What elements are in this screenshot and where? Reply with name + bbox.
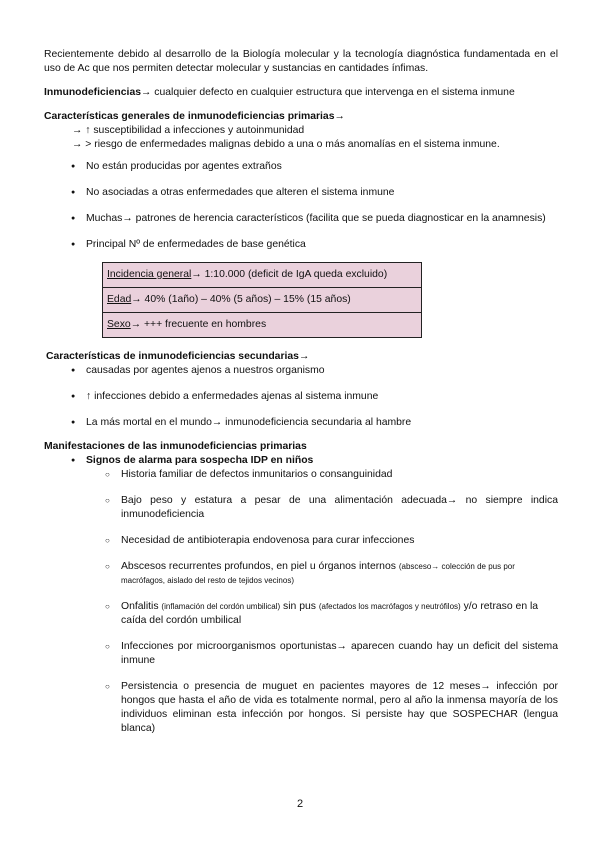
- list-item: [44, 600, 558, 628]
- list-item: ○ Historia familiar de defectos inmunitarios o consanguinidad: [44, 468, 558, 482]
- table-row: [103, 288, 422, 313]
- list-item: [44, 560, 558, 588]
- list-item: ● causadas por agentes ajenos a nuestros organismo: [44, 364, 558, 378]
- list-item: ○ Infecciones por microorganismos oportunistas→ aparecen cuando hay un deficit del sistema inmune: [44, 640, 558, 668]
- cell-label: Sexo: [107, 319, 131, 330]
- table-row: [103, 263, 422, 288]
- item-note: (inflamación del cordón umbilical): [161, 602, 281, 611]
- list-item: ● No asociadas a otras enfermedades que alteren el sistema inmune: [44, 186, 558, 200]
- table-cell: [103, 288, 422, 313]
- cell-text: → 40% (1año) – 40% (5 años) – 15% (15 años): [131, 294, 351, 305]
- definition-text: → cualquier defecto en cualquier estructura que intervenga en el sistema inmune: [141, 87, 515, 98]
- primary-arrow-line: → > riesgo de enfermedades malignas debido a una o más anomalías en el sistema inmune.: [72, 139, 500, 150]
- item-text: Abscesos recurrentes profundos, en piel u órganos internos: [121, 561, 399, 572]
- secondary-bullet-list: [44, 364, 558, 430]
- item-note: (afectados los macrófagos y neutrófilos): [318, 602, 461, 611]
- table-cell: [103, 263, 422, 288]
- epidemiology-table: [102, 262, 422, 338]
- alarm-signs-label: Signos de alarma para sospecha IDP en niños: [86, 455, 314, 466]
- item-text: sin pus: [280, 601, 319, 612]
- primary-bullet-list: [44, 160, 558, 252]
- table-cell: [103, 313, 422, 338]
- cell-label: Edad: [107, 294, 132, 305]
- manifestations-heading: Manifestaciones de las inmunodeficiencias primarias: [44, 441, 307, 452]
- cell-text: → +++ frecuente en hombres: [130, 319, 267, 330]
- list-item: ○ Necesidad de antibioterapia endovenosa para curar infecciones: [44, 534, 558, 548]
- manifestations-list: [44, 454, 558, 736]
- definition-term: Inmunodeficiencias: [44, 87, 142, 98]
- definition-line: [44, 86, 558, 100]
- list-item: ○ Bajo peso y estatura a pesar de una alimentación adecuada→ no siempre indica inmunodeficiencia: [44, 494, 558, 522]
- document-page: [44, 48, 558, 736]
- list-item: ● Principal Nº de enfermedades de base genética: [44, 238, 558, 252]
- secondary-heading: Características de inmunodeficiencias secundarias→: [46, 351, 310, 362]
- list-item: ● Muchas→ patrones de herencia característicos (facilita que se pueda diagnosticar en la anamnesis): [44, 212, 558, 226]
- alarm-signs-list: [44, 468, 558, 736]
- table-row: [103, 313, 422, 338]
- primary-arrow-line: → ↑ susceptibilidad a infecciones y autoinmunidad: [72, 125, 305, 136]
- cell-label: Incidencia general: [107, 269, 192, 280]
- list-item: ○ Persistencia o presencia de muguet en pacientes mayores de 12 meses→ infección por hongos que hasta el año de vida es totalmente normal, pero al año la inmensa mayoría de los individuos eliminan esta infección por hongos. Si persiste hay que SOSPECHAR (lengua blanca): [44, 680, 558, 736]
- list-item: ● ↑ infecciones debido a enfermedades ajenas al sistema inmune: [44, 390, 558, 404]
- alarm-signs-heading: [44, 454, 558, 736]
- item-note: (absceso→ colección de pus por macrófagos, aislado del resto de tejidos vecinos): [121, 562, 515, 585]
- cell-text: → 1:10.000 (deficit de IgA queda excluido): [191, 269, 388, 280]
- item-text: Onfalitis: [121, 601, 162, 612]
- page-number: 2: [296, 798, 304, 810]
- list-item: ● No están producidas por agentes extraños: [44, 160, 558, 174]
- item-text: y/o retraso en la caída del cordón umbilical: [121, 601, 539, 626]
- primary-heading: Características generales de inmunodeficiencias primarias→: [44, 111, 345, 122]
- intro-paragraph: Recientemente debido al desarrollo de la Biología molecular y la tecnología diagnóstica fundamentada en el uso de Ac que nos permiten detectar molecular y sustancias en cantidades ínfimas.: [44, 49, 558, 74]
- list-item: ● La más mortal en el mundo→ inmunodeficiencia secundaria al hambre: [44, 416, 558, 430]
